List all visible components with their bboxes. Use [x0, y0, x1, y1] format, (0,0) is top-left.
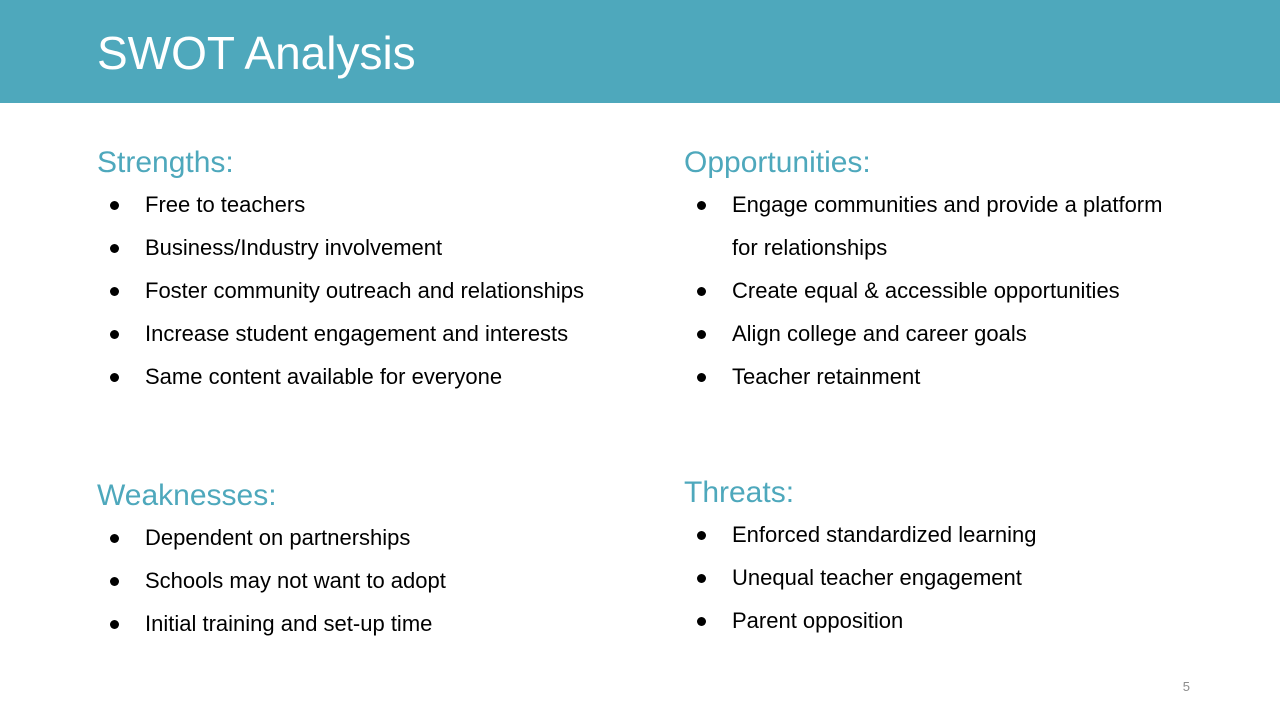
slide-header	[0, 0, 1280, 103]
bullet-dot-icon	[110, 330, 119, 339]
weaknesses-section	[97, 476, 657, 645]
opportunities-section	[684, 143, 1244, 398]
page-number: 5	[1182, 679, 1190, 694]
threats-item-text: Parent opposition	[732, 608, 904, 633]
threats-item-text: Enforced standardized learning	[732, 522, 1037, 547]
threats-item-text: Unequal teacher engagement	[732, 565, 1022, 590]
opportunities-item	[684, 312, 1169, 355]
opportunities-list	[684, 183, 1169, 398]
opportunities-item	[684, 183, 1169, 269]
strengths-item	[97, 269, 622, 312]
bullet-dot-icon	[110, 244, 119, 253]
weaknesses-item	[97, 559, 622, 602]
opportunities-heading: Opportunities:	[684, 146, 871, 179]
bullet-dot-icon	[697, 330, 706, 339]
strengths-item	[97, 183, 622, 226]
weaknesses-item-text: Schools may not want to adopt	[145, 568, 446, 593]
bullet-dot-icon	[110, 534, 119, 543]
opportunities-item-text: Teacher retainment	[732, 364, 921, 389]
bullet-dot-icon	[697, 373, 706, 382]
strengths-item-text: Foster community outreach and relationships	[145, 278, 584, 303]
strengths-item	[97, 355, 622, 398]
opportunities-item	[684, 269, 1169, 312]
threats-item	[684, 513, 1169, 556]
threats-section	[684, 473, 1244, 642]
bullet-dot-icon	[110, 287, 119, 296]
bullet-dot-icon	[110, 201, 119, 210]
bullet-dot-icon	[697, 201, 706, 210]
threats-item	[684, 556, 1169, 599]
bullet-dot-icon	[110, 577, 119, 586]
opportunities-item-text: Align college and career goals	[732, 321, 1027, 346]
bullet-dot-icon	[697, 574, 706, 583]
threats-item	[684, 599, 1169, 642]
strengths-section	[97, 143, 657, 398]
opportunities-item-text: Engage communities and provide a platform for relationships	[732, 192, 1163, 260]
strengths-item-text: Business/Industry involvement	[145, 235, 443, 260]
weaknesses-item-text: Initial training and set-up time	[145, 611, 433, 636]
weaknesses-heading: Weaknesses:	[97, 479, 277, 512]
strengths-item	[97, 312, 622, 355]
bullet-dot-icon	[697, 531, 706, 540]
strengths-item-text: Same content available for everyone	[145, 364, 503, 389]
bullet-dot-icon	[110, 373, 119, 382]
weaknesses-item-text: Dependent on partnerships	[145, 525, 411, 550]
opportunities-item	[684, 355, 1169, 398]
slide-title: SWOT Analysis	[97, 27, 416, 79]
bullet-dot-icon	[697, 287, 706, 296]
strengths-heading: Strengths:	[97, 146, 234, 179]
threats-heading: Threats:	[684, 476, 795, 509]
weaknesses-list	[97, 516, 622, 645]
bullet-dot-icon	[697, 617, 706, 626]
threats-list	[684, 513, 1169, 642]
strengths-item-text: Increase student engagement and interests	[145, 321, 569, 346]
strengths-list	[97, 183, 622, 398]
weaknesses-item	[97, 602, 622, 645]
bullet-dot-icon	[110, 620, 119, 629]
weaknesses-item	[97, 516, 622, 559]
opportunities-item-text: Create equal & accessible opportunities	[732, 278, 1120, 303]
strengths-item-text: Free to teachers	[145, 192, 306, 217]
strengths-item	[97, 226, 622, 269]
